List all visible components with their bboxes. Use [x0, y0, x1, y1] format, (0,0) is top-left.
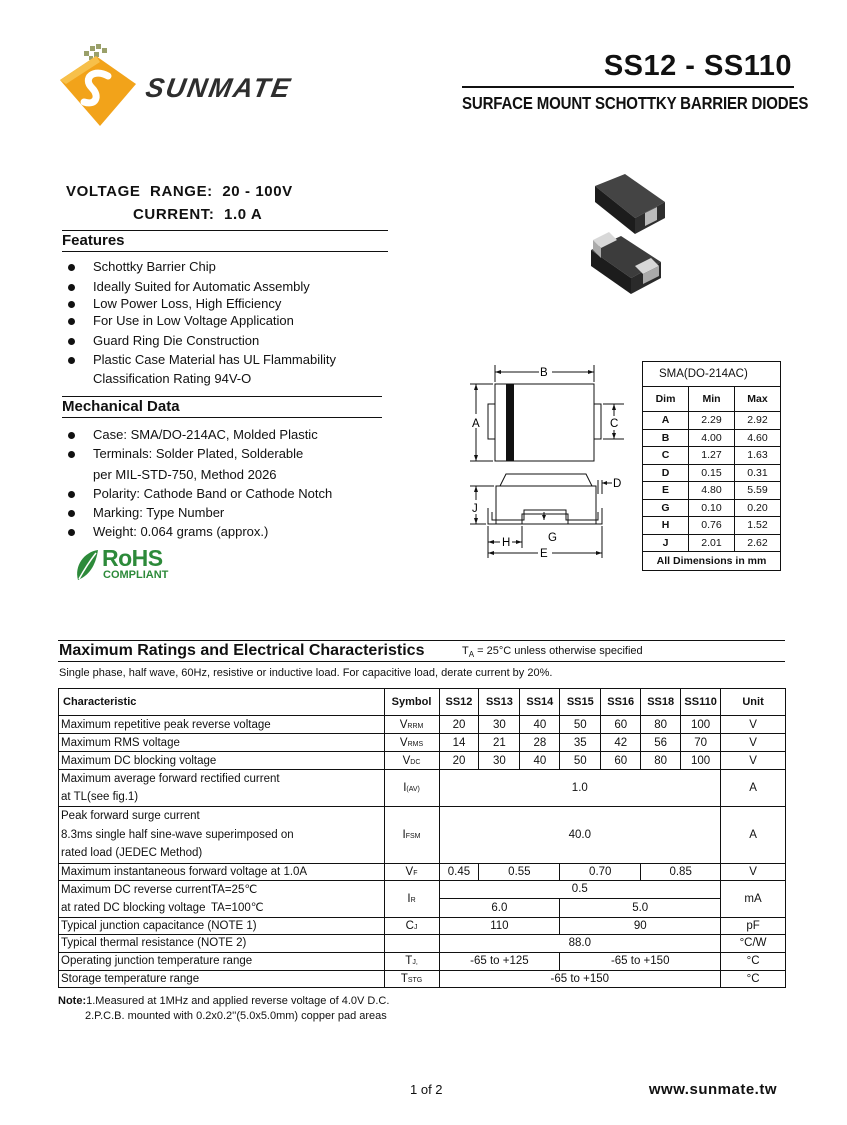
dimension-drawing [464, 362, 634, 562]
features-list [66, 259, 336, 368]
package-photo [585, 168, 675, 308]
ratings-rule-bottom [58, 661, 785, 662]
mech-item: Marking: Type Number [66, 505, 332, 520]
table-row: Operating junction temperature range TJ, -65 to +125 -65 to +150 °C [59, 952, 786, 970]
ratings-condition: $T_A = 25^\circ C$ unless otherwise specified [462, 645, 643, 660]
table-row: 6.0 5.0 [59, 899, 786, 918]
feature-item: Ideally Suited for Automatic Assembly [66, 279, 336, 294]
website-url: www.sunmate.tw [648, 1081, 777, 1098]
voltage-range: VOLTAGE RANGE: 20 - 100V [66, 183, 293, 200]
table-row: Maximum instantaneous forward voltage at 1.0A VF 0.45 0.55 0.70 0.85 V [59, 863, 786, 880]
table-row: A 2.29 2.92 [643, 412, 781, 430]
table-row: Maximum average forward rectified current at TL(see fig.1) I(AV) 1.0 A [59, 770, 786, 807]
table-row: H 0.76 1.52 [643, 517, 781, 535]
table-row: Storage temperature range TSTG -65 to +150 °C [59, 970, 786, 987]
mech-rule-bottom [62, 417, 382, 418]
table-row: Maximum RMS voltage VRMS 14 21 28 35 42 56 70 V [59, 734, 786, 752]
dim-table-title: SMA(DO-214AC) [643, 362, 781, 387]
feature-item: Low Power Loss, High Efficiency [66, 296, 336, 311]
table-row: Typical thermal resistance (NOTE 2) 88.0 °C/W [59, 934, 786, 952]
table-row: Maximum DC blocking voltage VDC 20 30 40 50 60 80 100 V [59, 752, 786, 770]
sunmate-logo [56, 42, 142, 130]
feature-item-cont: Classification Rating 94V-O [93, 371, 252, 386]
single-phase-note: Single phase, half wave, 60Hz, resistive or inductive load. For capacitive load, derate current by 20%. [59, 667, 553, 679]
current-rating: CURRENT: 1.0 A [133, 206, 263, 223]
rohs-text: RoHS [102, 545, 163, 571]
table-row: G 0.10 0.20 [643, 499, 781, 517]
svg-text:H: H [502, 537, 511, 549]
ratings-table [58, 688, 786, 988]
features-rule-top [62, 230, 388, 231]
svg-text:J: J [472, 503, 478, 515]
svg-text:D: D [613, 478, 622, 490]
table-row: D 0.15 0.31 [643, 464, 781, 482]
table-row: Peak forward surge current 8.3ms single half sine-wave superimposed on rated load (JEDEC Method) IFSM 40.0 A [59, 807, 786, 864]
table-row: C 1.27 1.63 [643, 447, 781, 465]
mech-item: Case: SMA/DO-214AC, Molded Plastic [66, 427, 318, 442]
svg-text:C: C [610, 418, 619, 430]
mech-list-2 [66, 486, 332, 539]
svg-text:G: G [548, 532, 557, 544]
mech-item: Terminals: Solder Plated, Solderable [66, 446, 318, 461]
notes: Note:1.Measured at 1MHz and applied reverse voltage of 4.0V D.C. 2.P.C.B. mounted with 0.2x0.2''(5.0x5.0mm) copper pad areas [58, 995, 390, 1022]
brand-wordmark: SUNMATE [143, 73, 295, 103]
rohs-leaf-icon [74, 548, 100, 582]
features-rule-bottom [62, 251, 388, 252]
svg-text:E: E [540, 548, 548, 560]
part-title: SS12 - SS110 [603, 50, 792, 82]
dim-col-header: Min [689, 387, 735, 412]
ratings-heading: Maximum Ratings and Electrical Characteristics [59, 642, 425, 659]
table-row: Typical junction capacitance (NOTE 1) CJ 110 90 pF [59, 917, 786, 934]
mech-list [66, 427, 318, 461]
mech-item-cont: per MIL-STD-750, Method 2026 [93, 467, 277, 482]
dim-table-footer: All Dimensions in mm [643, 552, 781, 571]
table-row: E 4.80 5.59 [643, 482, 781, 500]
features-heading: Features [62, 232, 125, 249]
page-number: 1 of 2 [410, 1082, 443, 1097]
title-rule [462, 86, 794, 88]
svg-text:A: A [472, 418, 480, 430]
part-subtitle: SURFACE MOUNT SCHOTTKY BARRIER DIODES [462, 93, 809, 113]
svg-text:B: B [540, 367, 548, 379]
dim-col-header: Dim [643, 387, 689, 412]
dim-col-header: Max [735, 387, 781, 412]
table-row: Maximum repetitive peak reverse voltage VRRM 20 30 40 50 60 80 100 V [59, 716, 786, 734]
mech-rule-top [62, 396, 382, 397]
feature-item: Plastic Case Material has UL Flammability [66, 352, 336, 367]
dimension-table [642, 361, 781, 571]
ratings-header-row: Characteristic Symbol SS12 SS13 SS14 SS15 SS16 SS18 SS110 Unit [59, 689, 786, 716]
mech-item: Weight: 0.064 grams (approx.) [66, 524, 332, 539]
mech-item: Polarity: Cathode Band or Cathode Notch [66, 486, 332, 501]
table-row: Maximum DC reverse currentTA=25℃ at rated DC blocking voltage TA=100℃ IR 0.5 mA [59, 880, 786, 899]
table-row: B 4.00 4.60 [643, 429, 781, 447]
mech-heading: Mechanical Data [62, 398, 180, 415]
feature-item: For Use in Low Voltage Application [66, 313, 336, 328]
table-row: J 2.01 2.62 [643, 534, 781, 552]
feature-item: Schottky Barrier Chip [66, 259, 336, 274]
ratings-rule-top [58, 640, 785, 641]
rohs-compliant: COMPLIANT [103, 569, 169, 581]
feature-item: Guard Ring Die Construction [66, 333, 336, 348]
